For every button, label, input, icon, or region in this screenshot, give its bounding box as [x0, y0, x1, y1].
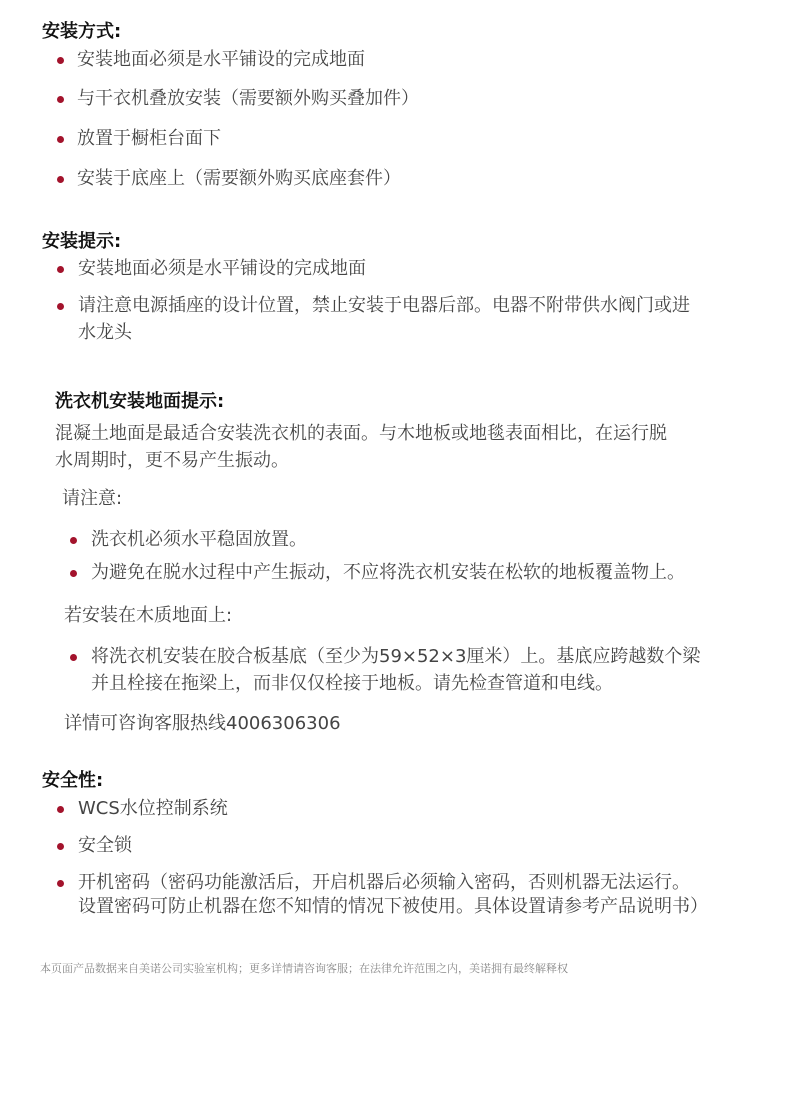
bullet-icon [57, 880, 64, 887]
install-methods-heading: 安装方式: [42, 21, 122, 42]
safety-item: WCS水位控制系统 [78, 798, 228, 819]
install-tip-item-line2: 水龙头 [78, 322, 132, 343]
bullet-icon [70, 537, 77, 544]
install-tips-heading: 安装提示: [42, 231, 122, 252]
safety-item: 安全锁 [78, 835, 132, 856]
bullet-icon [57, 176, 64, 183]
note-item: 洗衣机必须水平稳固放置。 [91, 529, 307, 550]
password-line2: 设置密码可防止机器在您不知情的情况下被使用。具体设置请参考产品说明书） [78, 896, 708, 917]
install-tip-item: 安装地面必须是水平铺设的完成地面 [78, 258, 366, 279]
wood-floor-label: 若安装在木质地面上: [64, 605, 233, 626]
bullet-icon [70, 570, 77, 577]
bullet-icon [70, 654, 77, 661]
bullet-icon [57, 136, 64, 143]
bullet-icon [57, 96, 64, 103]
floor-intro-line2: 水周期时，更不易产生振动。 [55, 450, 289, 471]
floor-tips-heading: 洗衣机安装地面提示: [55, 391, 225, 412]
wood-floor-line1: 将洗衣机安装在胶合板基底（至少为59×52×3厘米）上。基底应跨越数个梁 [91, 646, 701, 667]
wood-floor-line2: 并且栓接在拖梁上，而非仅仅栓接于地板。请先检查管道和电线。 [91, 673, 613, 694]
install-method-item: 放置于橱柜台面下 [77, 128, 221, 149]
note-item: 为避免在脱水过程中产生振动，不应将洗衣机安装在松软的地板覆盖物上。 [91, 562, 685, 583]
bullet-icon [57, 266, 64, 273]
bullet-icon [57, 843, 64, 850]
footer-disclaimer: 本页面产品数据来自美诺公司实验室机构；更多详情请咨询客服；在法律允许范围之内，美诺拥有最终解释权 [40, 962, 568, 975]
floor-intro-line1: 混凝土地面是最适合安装洗衣机的表面。与木地板或地毯表面相比，在运行脱 [55, 423, 667, 444]
install-method-item: 安装于底座上（需要额外购买底座套件） [77, 168, 401, 189]
install-method-item: 安装地面必须是水平铺设的完成地面 [77, 49, 365, 70]
install-tip-item-line1: 请注意电源插座的设计位置，禁止安装于电器后部。电器不附带供水阀门或进 [78, 295, 690, 316]
bullet-icon [57, 57, 64, 64]
bullet-icon [57, 806, 64, 813]
install-method-item: 与干衣机叠放安装（需要额外购买叠加件） [77, 88, 419, 109]
password-line1: 开机密码（密码功能激活后，开启机器后必须输入密码，否则机器无法运行。 [78, 872, 690, 893]
safety-heading: 安全性: [42, 770, 104, 791]
note-label: 请注意: [62, 488, 123, 509]
service-hotline: 详情可咨询客服热线4006306306 [64, 713, 341, 734]
bullet-icon [57, 303, 64, 310]
